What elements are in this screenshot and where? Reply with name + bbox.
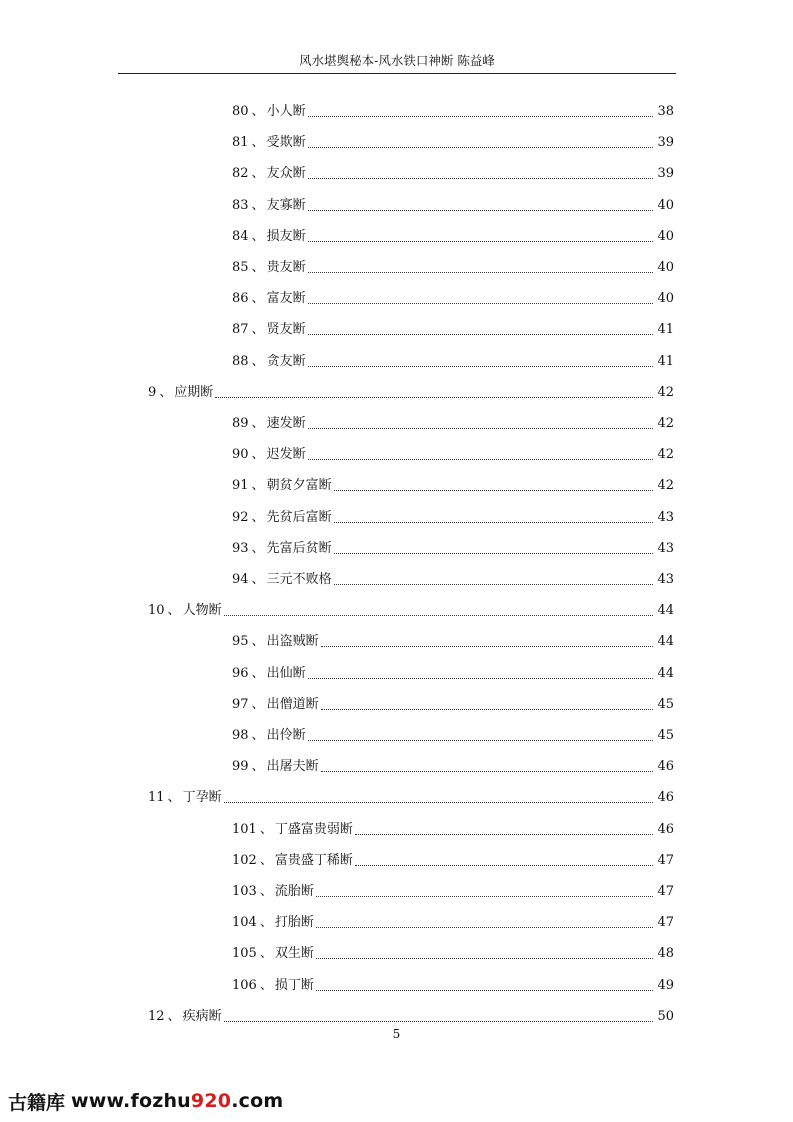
toc-entry-page: 47 — [657, 884, 674, 899]
toc-dot-leader — [308, 428, 654, 429]
toc-entry-separator: 、 — [251, 135, 265, 151]
toc-entry-page: 50 — [657, 1008, 674, 1024]
toc-dot-leader — [316, 958, 654, 959]
toc-chapter-entry — [148, 601, 674, 621]
toc-entry-number: 80 — [232, 104, 249, 119]
toc-entry-page: 43 — [657, 509, 674, 525]
toc-entry-number: 11 — [148, 790, 165, 806]
toc-entry-number: 84 — [232, 228, 249, 244]
toc-entry-page: 40 — [657, 197, 674, 213]
toc-entry-title: 出伶断 — [266, 728, 306, 743]
toc-section-entry — [232, 289, 674, 309]
toc-entry-page: 47 — [657, 915, 674, 931]
toc-entry-title: 小人断 — [266, 104, 306, 119]
toc-entry-number: 98 — [232, 728, 249, 743]
toc-entry-title: 友寡断 — [266, 197, 306, 213]
toc-entry-number: 93 — [232, 540, 249, 556]
toc-entry-page: 44 — [657, 665, 674, 681]
toc-dot-leader — [316, 896, 654, 897]
toc-entry-title: 损友断 — [266, 228, 306, 244]
toc-chapter-entry — [148, 788, 674, 808]
toc-entry-page: 39 — [657, 166, 674, 182]
toc-entry-number: 10 — [148, 603, 165, 619]
toc-entry-separator: 、 — [251, 228, 265, 244]
toc-dot-leader — [308, 334, 654, 335]
toc-entry-number: 104 — [232, 915, 257, 931]
toc-entry-page: 39 — [657, 135, 674, 151]
toc-entry-separator: 、 — [251, 291, 265, 307]
toc-dot-leader — [355, 834, 654, 835]
toc-entry-title: 流胎断 — [274, 884, 314, 899]
toc-entry-page: 41 — [657, 322, 674, 338]
toc-section-entry — [232, 757, 674, 777]
toc-section-entry — [232, 726, 674, 746]
toc-entry-separator: 、 — [259, 821, 273, 837]
toc-entry-number: 87 — [232, 322, 249, 338]
toc-section-entry — [232, 570, 674, 590]
toc-entry-separator: 、 — [251, 509, 265, 525]
watermark-site — [71, 1090, 283, 1112]
watermark-site-digits: 920 — [190, 1090, 232, 1112]
toc-entry-number: 83 — [232, 197, 249, 213]
toc-section-entry — [232, 196, 674, 216]
toc-entry-number: 90 — [232, 447, 249, 463]
toc-section-entry — [232, 445, 674, 465]
toc-section-entry — [232, 820, 674, 840]
toc-entry-page: 38 — [657, 104, 674, 119]
toc-section-entry — [232, 164, 674, 184]
toc-entry-separator: 、 — [251, 665, 265, 681]
toc-entry-separator: 、 — [251, 634, 265, 650]
toc-dot-leader — [355, 865, 654, 866]
toc-entry-page: 46 — [657, 821, 674, 837]
toc-entry-separator: 、 — [251, 540, 265, 556]
toc-entry-title: 友众断 — [266, 166, 306, 182]
toc-entry-title: 朝贫夕富断 — [266, 478, 332, 494]
toc-section-entry — [232, 913, 674, 933]
toc-entry-number: 85 — [232, 260, 249, 275]
watermark-site-prefix: www.fozhu — [71, 1090, 191, 1112]
toc-section-entry — [232, 851, 674, 871]
toc-section-entry — [232, 320, 674, 340]
toc-entry-separator: 、 — [259, 946, 273, 962]
toc-entry-title: 富友断 — [266, 291, 306, 307]
toc-dot-leader — [308, 303, 654, 304]
toc-entry-page: 42 — [657, 447, 674, 463]
toc-dot-leader — [308, 366, 654, 367]
toc-entry-separator: 、 — [251, 696, 265, 712]
toc-dot-leader — [321, 709, 654, 710]
toc-entry-title: 贪友断 — [266, 353, 306, 369]
toc-section-entry — [232, 664, 674, 684]
toc-dot-leader — [308, 178, 654, 179]
toc-entry-separator: 、 — [251, 572, 265, 587]
toc-entry-page: 46 — [657, 790, 674, 806]
toc-entry-title: 出僧道断 — [266, 696, 319, 712]
toc-dot-leader — [308, 459, 654, 460]
toc-entry-number: 96 — [232, 665, 249, 681]
toc-entry-page: 40 — [657, 291, 674, 307]
toc-dot-leader — [308, 147, 654, 148]
toc-entry-number: 91 — [232, 478, 249, 494]
toc-entry-separator: 、 — [251, 322, 265, 338]
toc-entry-title: 贤友断 — [266, 322, 306, 338]
toc-dot-leader — [308, 241, 654, 242]
toc-entry-page: 40 — [657, 260, 674, 275]
toc-entry-number: 89 — [232, 416, 249, 431]
toc-entry-number: 106 — [232, 977, 257, 993]
toc-entry-number: 105 — [232, 946, 257, 962]
toc-dot-leader — [316, 927, 654, 928]
toc-entry-page: 42 — [657, 384, 674, 400]
toc-entry-title: 损丁断 — [274, 977, 314, 993]
toc-chapter-entry — [148, 383, 674, 403]
toc-entry-number: 95 — [232, 634, 249, 650]
toc-entry-number: 99 — [232, 759, 249, 775]
toc-entry-title: 三元不败格 — [266, 572, 332, 587]
toc-section-entry — [232, 414, 674, 434]
toc-section-entry — [232, 227, 674, 247]
toc-entry-number: 94 — [232, 572, 249, 587]
toc-entry-separator: 、 — [259, 884, 273, 899]
toc-entry-page: 43 — [657, 572, 674, 587]
watermark — [8, 1088, 283, 1114]
toc-entry-number: 82 — [232, 166, 249, 182]
toc-entry-number: 103 — [232, 884, 257, 899]
toc-entry-page: 41 — [657, 353, 674, 369]
toc-entry-number: 9 — [148, 384, 157, 400]
toc-entry-page: 45 — [657, 696, 674, 712]
toc-section-entry — [232, 133, 674, 153]
toc-entry-number: 92 — [232, 509, 249, 525]
toc-entry-title: 人物断 — [182, 603, 222, 619]
toc-dot-leader — [224, 1021, 654, 1022]
toc-entry-number: 12 — [148, 1008, 165, 1024]
toc-dot-leader — [334, 584, 654, 585]
toc-section-entry — [232, 508, 674, 528]
toc-entry-separator: 、 — [159, 384, 173, 400]
toc-entry-page: 45 — [657, 728, 674, 743]
toc-entry-title: 迟发断 — [266, 447, 306, 463]
toc-dot-leader — [334, 553, 654, 554]
toc-entry-separator: 、 — [259, 915, 273, 931]
toc-entry-separator: 、 — [251, 260, 265, 275]
toc-entry-separator: 、 — [167, 603, 181, 619]
toc-entry-title: 出屠夫断 — [266, 759, 319, 775]
toc-entry-title: 富贵盛丁稀断 — [274, 852, 353, 868]
toc-section-entry — [232, 976, 674, 996]
toc-entry-number: 102 — [232, 852, 257, 868]
toc-dot-leader — [224, 615, 654, 616]
toc-entry-separator: 、 — [259, 852, 273, 868]
toc-entry-title: 受欺断 — [266, 135, 306, 151]
toc-section-entry — [232, 258, 674, 278]
toc-entry-separator: 、 — [251, 478, 265, 494]
page-number: 5 — [392, 1027, 401, 1041]
toc-entry-separator: 、 — [251, 104, 265, 119]
toc-entry-separator: 、 — [167, 1008, 181, 1024]
toc-entry-page: 40 — [657, 228, 674, 244]
toc-entry-title: 丁孕断 — [182, 790, 222, 806]
toc-entry-title: 出盗贼断 — [266, 634, 319, 650]
toc-entry-page: 42 — [657, 416, 674, 431]
toc-entry-separator: 、 — [251, 416, 265, 431]
toc-entry-title: 打胎断 — [274, 915, 314, 931]
toc-entry-separator: 、 — [167, 790, 181, 806]
toc-entry-separator: 、 — [251, 353, 265, 369]
toc-dot-leader — [308, 210, 654, 211]
watermark-name: 古籍库 — [8, 1091, 66, 1114]
toc-section-entry — [232, 632, 674, 652]
toc-dot-leader — [334, 522, 654, 523]
toc-dot-leader — [321, 771, 654, 772]
toc-dot-leader — [321, 646, 654, 647]
toc-entry-page: 43 — [657, 540, 674, 556]
toc-section-entry — [232, 102, 674, 122]
toc-chapter-entry — [148, 1007, 674, 1027]
toc-entry-separator: 、 — [259, 977, 273, 993]
toc-entry-separator: 、 — [251, 759, 265, 775]
toc-entry-page: 47 — [657, 852, 674, 868]
toc-section-entry — [232, 882, 674, 902]
toc-section-entry — [232, 476, 674, 496]
toc-section-entry — [232, 539, 674, 559]
toc-section-entry — [232, 944, 674, 964]
toc-dot-leader — [308, 272, 654, 273]
toc-entry-page: 44 — [657, 603, 674, 619]
toc-entry-number: 81 — [232, 135, 249, 151]
toc-entry-page: 44 — [657, 634, 674, 650]
toc-entry-title: 疾病断 — [182, 1008, 222, 1024]
toc-entry-title: 先富后贫断 — [266, 540, 332, 556]
toc-dot-leader — [308, 678, 654, 679]
toc-entry-separator: 、 — [251, 447, 265, 463]
running-header: 风水堪舆秘本-风水铁口神断 陈益峰 — [299, 53, 495, 68]
toc-entry-title: 丁盛富贵弱断 — [274, 821, 353, 837]
toc-entry-title: 速发断 — [266, 416, 306, 431]
toc-entry-title: 先贫后富断 — [266, 509, 332, 525]
toc-dot-leader — [224, 802, 654, 803]
toc-entry-number: 97 — [232, 696, 249, 712]
toc-entry-page: 42 — [657, 478, 674, 494]
watermark-site-suffix: .com — [231, 1090, 284, 1112]
toc-dot-leader — [215, 397, 653, 398]
toc-entry-separator: 、 — [251, 197, 265, 213]
toc-entry-number: 88 — [232, 353, 249, 369]
toc-entry-separator: 、 — [251, 166, 265, 182]
toc-entry-page: 49 — [657, 977, 674, 993]
toc-entry-number: 86 — [232, 291, 249, 307]
toc-entry-title: 出仙断 — [266, 665, 306, 681]
toc-dot-leader — [334, 490, 654, 491]
toc-entry-number: 101 — [232, 821, 257, 837]
toc-section-entry — [232, 352, 674, 372]
toc-dot-leader — [308, 116, 654, 117]
toc-entry-page: 48 — [657, 946, 674, 962]
toc-entry-title: 双生断 — [274, 946, 314, 962]
toc-entry-page: 46 — [657, 759, 674, 775]
toc-entry-title: 贵友断 — [266, 260, 306, 275]
toc-entry-separator: 、 — [251, 728, 265, 743]
toc-section-entry — [232, 695, 674, 715]
toc-entry-title: 应期断 — [174, 384, 214, 400]
toc-dot-leader — [316, 990, 654, 991]
toc-dot-leader — [308, 740, 654, 741]
